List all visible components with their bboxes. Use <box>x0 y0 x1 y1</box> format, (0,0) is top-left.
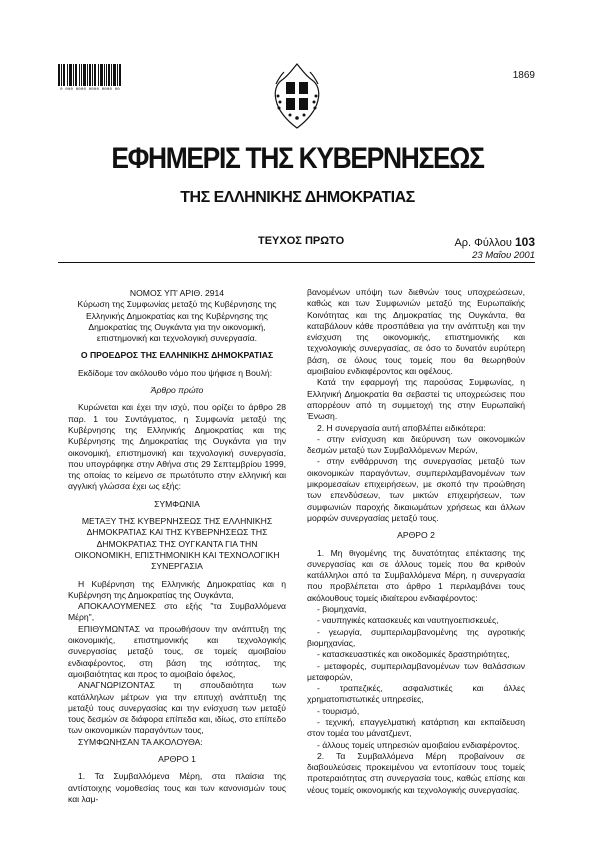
article-2-text: 1. Μη θιγομένης της δυνατότητας επέκτασης της συνεργασίας και σε άλλους τομείς που θα κριθούν κατάλληλοι από τα Συμβαλλόμενα Μέρη, η συνεργασία που προβλέπεται στο άρθρο 1 περιλαμβάνει τους ακόλουθους τομείς ιδιαίτερου ενδιαφέροντος: <box>307 547 525 603</box>
sector-item: - άλλους τομείς υπηρεσιών αμοιβαίου ενδιαφέροντος. <box>317 739 520 750</box>
right-column <box>307 287 525 796</box>
page-number: 1869 <box>512 70 535 81</box>
issue-row <box>58 235 535 249</box>
article-first-text: Κυρώνεται και έχει την ισχύ, που ορίζει το άρθρο 28 παρ. 1 του Συντάγματος, η Συμφωνία μεταξύ της Κυβέρνησης της Ελληνικής Δημοκρατίας και της Κυβέρνησης της Δημοκρατίας της Ουγκάντα για την οικονομική, επιστημονική και τεχνολογική συνεργασία, που υπογράφηκε στην Αθήνα στις 29 Σεπτεμβρίου 1999, της οποίας το κείμενο σε πρωτότυπο στην ελληνική και αγγλική γλώσσα έχει ως εξής: <box>68 402 286 492</box>
preamble-recognizing: ΑΝΑΓΝΩΡΙΖΟΝΤΑΣ τη σπουδαιότητα των κατάλληλων μέτρων για την επιτυχή ανάπτυξη της μεταξύ τους συνεργασίας και την ενίσχυση των μεταξύ τους δεσμών σε διάφορα επίπεδα και, ιδίως, στο επίπεδο των οικονομικών παραγόντων τους, <box>68 680 286 736</box>
issue-label: ΤΕΥΧΟΣ ΠΡΩΤΟ <box>258 235 345 247</box>
sector-item: - τουρισμό, <box>317 705 360 716</box>
sheet-label: Αρ. Φύλλου <box>454 237 512 249</box>
law-number: ΝΟΜΟΣ ΥΠ' ΑΡΙΘ. 2914 <box>129 288 225 298</box>
sector-item: - μεταφορές, συμπεριλαμβανομένων των θαλάσσιων μεταφορών, <box>307 660 525 682</box>
agreement-title: ΜΕΤΑΞΥ ΤΗΣ ΚΥΒΕΡΝΗΣΕΩΣ ΤΗΣ ΕΛΛΗΝΙΚΗΣ ΔΗΜΟΚΡΑΤΙΑΣ ΚΑΙ ΤΗΣ ΚΥΒΕΡΝΗΣΕΩΣ ΤΗΣ ΔΗΜΟΚΡΑΤΙΑΣ ΤΗΣ ΟΥΓΚΑΝΤΑ ΓΙΑ ΤΗΝ ΟΙΚΟΝΟΜΙΚΗ, ΕΠΙΣΤΗΜΟΝΙΚΗ ΚΑΙ ΤΕΧΝΟΛΟΓΙΚΗ ΣΥΝΕΡΓΑΣΙΑ <box>74 516 280 572</box>
article-1-text: 1. Τα Συμβαλλόμενα Μέρη, στα πλαίσια της αντίστοιχης νομοθεσίας τους και των κανονισμών τους και λαμ- <box>68 771 286 804</box>
greek-coat-of-arms-icon <box>270 62 324 130</box>
sheet-number: 103 <box>514 235 535 249</box>
article-1-continued: βανομένων υπόψη των διεθνών τους υποχρεώσεων, καθώς και των Συμφωνιών μεταξύ της Ευρωπαϊκής Κοινότητας και της Δημοκρατίας της Ουγκάντα, θα καταβάλουν κάθε προσπάθεια για την ανάπτυξη και την ενίσχυση της οικονομικής, επιστημονικής και τεχνολογικής συνεργασίας, σε όσο το δυνατόν ευρύτερη βάση, σε όλους τους τομείς που θα θεωρηθούν αμοιβαίου ενδιαφέροντος και οφέλους. <box>307 287 525 377</box>
article-first-heading: Άρθρο πρώτο <box>150 385 204 396</box>
preamble-agreed: ΣΥΜΦΩΝΗΣΑΝ ΤΑ ΑΚΟΛΟΥΘΑ: <box>78 736 203 747</box>
left-column <box>68 288 286 805</box>
sector-item: - τραπεζικές, ασφαλιστικές και άλλες χρηματοπιστωτικές υπηρεσίες, <box>307 683 525 705</box>
agreement-heading: ΣΥΜΦΩΝΙΑ <box>154 498 200 509</box>
preamble-referred: ΑΠΟΚΑΛΟΥΜΕΝΕΣ στο εξής "τα Συμβαλλόμενα Μέρη", <box>68 601 286 623</box>
issue-date: 23 Μαΐου 2001 <box>472 250 535 261</box>
barcode <box>58 64 122 86</box>
sheet-number-label <box>454 235 535 249</box>
sector-item: - ναυπηγικές κατασκευές και ναυτηγοεπισκευές, <box>317 615 499 626</box>
sector-item: - βιομηχανία, <box>317 604 367 615</box>
sector-item: - τεχνική, επαγγελματική κατάρτιση και εκπαίδευση στον τομέα του μάνατζμεντ, <box>307 716 525 739</box>
preamble-parties: Η Κυβέρνηση της Ελληνικής Δημοκρατίας και η Κυβέρνηση της Δημοκρατίας της Ουγκάντα, <box>68 578 286 600</box>
eu-obligations-text: Κατά την εφαρμογή της παρούσας Συμφωνίας, η Ελληνική Δημοκρατία θα σεβαστεί τις υποχρεώσεις που απορρέουν από τη συμμετοχή της στην Ευρωπαϊκή Ένωση. <box>307 377 525 422</box>
article-2-heading: ΑΡΘΡΟ 2 <box>397 530 435 541</box>
gazette-title: ΕΦΗΜΕΡΙΣ ΤΗΣ ΚΥΒΕΡΝΗΣΕΩΣ <box>111 142 484 175</box>
sector-item: - γεωργία, συμπεριλαμβανομένης της αγροτικής βιομηχανίας, <box>307 626 525 648</box>
header-divider <box>58 262 535 263</box>
preamble-desiring: ΕΠΙΘΥΜΩΝΤΑΣ να προωθήσουν την ανάπτυξη της οικονομικής, επιστημονικής και τεχνολογικής συνεργασίας μεταξύ τους, σε τομείς αμοιβαίου ενδιαφέροντος, στη βάση της ισότητας, της αμοιβαιότητας και προς το αμοιβαίο όφελος, <box>68 623 286 679</box>
cooperation-aims-intro: 2. Η συνεργασία αυτή αποβλέπει ειδικότερα: <box>317 422 486 433</box>
law-title: Κύρωση της Συμφωνίας μεταξύ της Κυβέρνησης της Ελληνικής Δημοκρατίας και της Κυβέρνησης της Δημοκρατίας της Ουγκάντα για την οικονομική, επιστημονική και τεχνολογική συνεργασία. <box>77 299 277 344</box>
article-1-heading: ΑΡΘΡΟ 1 <box>158 753 196 764</box>
president-heading: Ο ΠΡΟΕΔΡΟΣ ΤΗΣ ΕΛΛΗΝΙΚΗΣ ΔΗΜΟΚΡΑΤΙΑΣ <box>80 350 274 361</box>
article-2-para-2: 2. Τα Συμβαλλόμενα Μέρη προβαίνουν σε διαβουλεύσεις προκειμένου να εντοπίσουν τους τομείς προτεραιότητας στη συνεργασία τους, καθώς επίσης και νέους τομείς οικονομικής και τεχνολογικής συνεργασίας. <box>307 750 525 795</box>
sector-item: - κατασκευαστικές και οικοδομικές δραστηριότητες, <box>317 649 510 660</box>
gazette-subtitle: ΤΗΣ ΕΛΛΗΝΙΚΗΣ ΔΗΜΟΚΡΑΤΙΑΣ <box>180 189 415 206</box>
cooperation-aim-2: - στην ενθάρρυνση της συνεργασίας μεταξύ των οικονομικών παραγόντων, συμπεριλαμβανομένων των μικρομεσαίων επιχειρήσεων, με σκοπό την προώθηση των επενδύσεων, των μικτών επιχειρήσεων, των συμφωνιών παροχής δικαιωμάτων χρήσεως και άλλων μορφών συνεργασίας μεταξύ τους. <box>307 456 525 523</box>
promulgation-text: Εκδίδομε τον ακόλουθο νόμο που ψήφισε η Βουλή: <box>78 367 273 378</box>
barcode-number: 0 000 0000 0000 0000 00 <box>60 88 120 92</box>
cooperation-aim-1: - στην ενίσχυση και διεύρυνση των οικονομικών δεσμών μεταξύ των Συμβαλλόμενων Μερών, <box>307 433 525 456</box>
